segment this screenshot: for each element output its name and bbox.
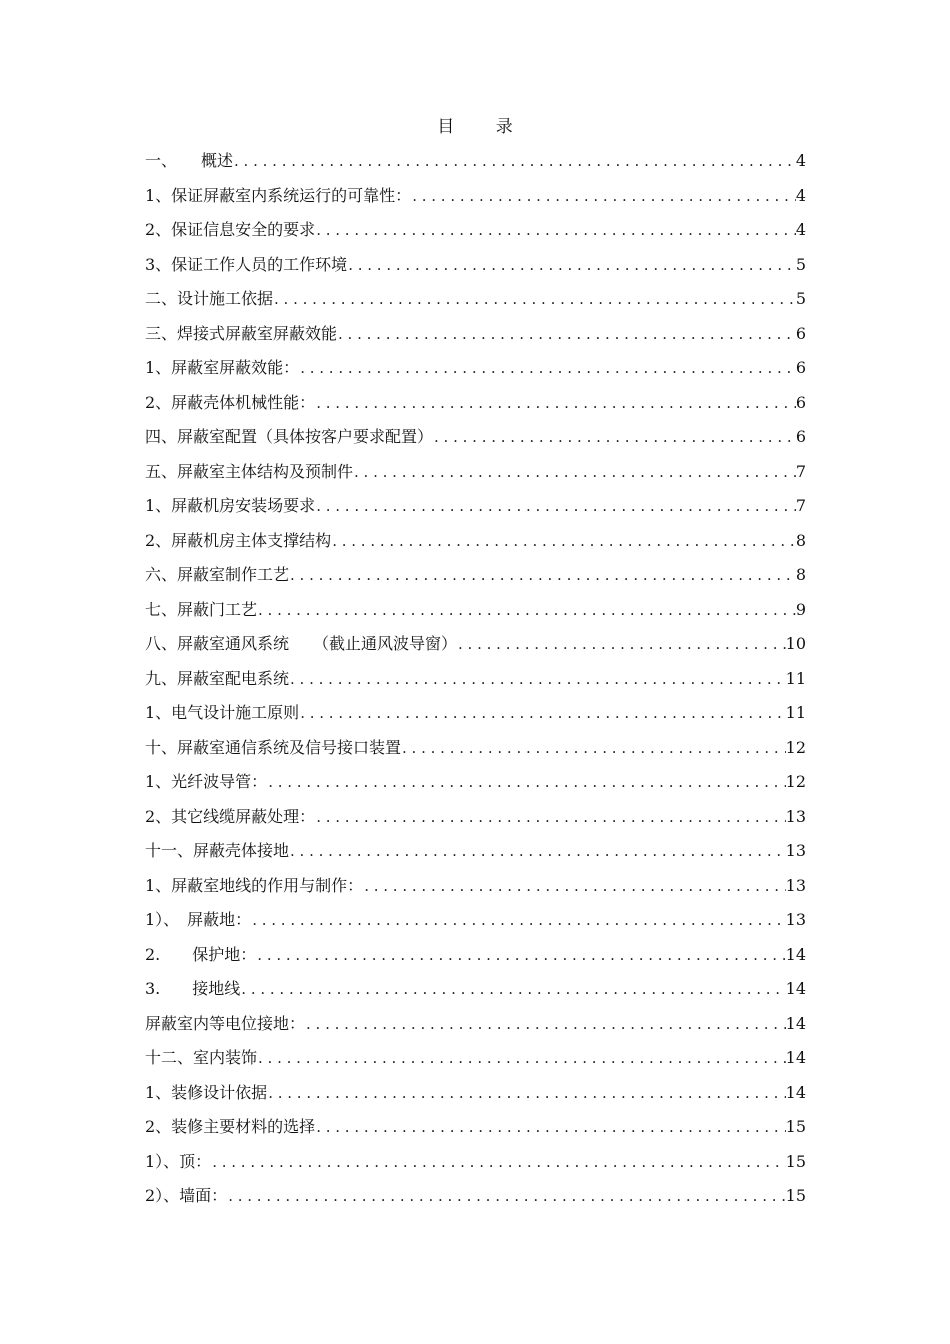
dot-leader — [315, 215, 796, 245]
dot-leader — [363, 871, 785, 901]
toc-entry-page-number: 13 — [785, 806, 806, 826]
toc-entry[interactable] — [145, 491, 806, 526]
toc-entry-label: 八、屏蔽室通风系统 （截止通风波导窗） — [145, 634, 458, 653]
dot-leader — [267, 767, 785, 797]
dot-leader — [353, 457, 796, 487]
dot-leader — [257, 1043, 786, 1073]
toc-entry[interactable] — [145, 457, 806, 492]
toc-entry[interactable] — [145, 181, 806, 216]
dot-leader — [289, 664, 786, 694]
dot-leader — [299, 698, 785, 728]
dot-leader — [315, 491, 796, 521]
toc-entry[interactable] — [145, 698, 806, 733]
dot-leader — [240, 974, 785, 1004]
dot-leader — [211, 1147, 785, 1177]
toc-entry-label: 3、保证工作人员的工作环境 — [145, 254, 348, 274]
toc-entry-page-number: 14 — [785, 1082, 806, 1102]
toc-entry[interactable] — [145, 871, 806, 906]
toc-entry-label: 1、屏蔽室屏蔽效能： — [145, 358, 300, 377]
toc-entry-label: 1）、顶： — [145, 1151, 212, 1171]
toc-entry-page-number: 8 — [795, 565, 806, 584]
toc-entry[interactable] — [145, 319, 806, 354]
toc-entry-page-number: 13 — [785, 841, 806, 860]
toc-entry[interactable] — [145, 1043, 806, 1078]
toc-entry-page-number: 5 — [795, 289, 806, 308]
toc-entry-page-number: 15 — [785, 1151, 806, 1171]
toc-entry[interactable] — [145, 974, 806, 1009]
dot-leader — [289, 836, 786, 866]
toc-entry-page-number: 6 — [795, 323, 806, 343]
dot-leader — [433, 422, 796, 452]
toc-entry-page-number: 15 — [785, 1186, 806, 1205]
toc-entry-page-number: 5 — [795, 254, 806, 274]
dot-leader — [273, 284, 796, 314]
toc-entry-label: 十一、屏蔽壳体接地 — [145, 841, 290, 860]
toc-entry[interactable] — [145, 526, 806, 561]
dot-leader — [257, 595, 796, 625]
toc-entry-label: 2、装修主要材料的选择 — [145, 1117, 316, 1136]
toc-entry[interactable] — [145, 250, 806, 285]
toc-entry[interactable] — [145, 905, 806, 940]
toc-entry-page-number: 12 — [785, 737, 806, 757]
toc-entry-label: 2、保证信息安全的要求 — [145, 220, 316, 239]
dot-leader — [251, 905, 785, 935]
toc-entry-label: 2）、墙面： — [145, 1186, 228, 1205]
toc-entry[interactable] — [145, 1078, 806, 1113]
toc-entry-page-number: 8 — [795, 530, 806, 550]
dot-leader — [457, 629, 786, 659]
toc-entry[interactable] — [145, 1147, 806, 1182]
dot-leader — [337, 319, 796, 349]
toc-entry-label: 1、屏蔽室地线的作用与制作： — [145, 875, 364, 895]
toc-entry-page-number: 14 — [785, 944, 806, 964]
toc-entry[interactable] — [145, 560, 806, 595]
toc-entry[interactable] — [145, 215, 806, 250]
toc-entry-label: 1）、 屏蔽地： — [145, 910, 252, 929]
toc-entry[interactable] — [145, 664, 806, 699]
toc-entry-page-number: 6 — [795, 427, 806, 446]
toc-entry-label: 2、其它线缆屏蔽处理： — [145, 806, 316, 826]
dot-leader — [256, 940, 785, 970]
toc-entry-label: 六、屏蔽室制作工艺 — [145, 565, 290, 584]
toc-entry-label: 1、光纤波导管： — [145, 772, 268, 791]
toc-entry-page-number: 14 — [785, 979, 806, 998]
toc-entry-page-number: 9 — [795, 599, 806, 619]
toc-entry-label: 2、屏蔽机房主体支撑结构 — [145, 530, 332, 550]
toc-entry[interactable] — [145, 629, 806, 664]
toc-entry-page-number: 4 — [795, 151, 806, 170]
dot-leader — [267, 1078, 785, 1108]
toc-entry-label: 二、设计施工依据 — [145, 289, 274, 308]
toc-entry-label: 1、装修设计依据 — [145, 1082, 268, 1102]
toc-entry[interactable] — [145, 422, 806, 457]
toc-entry-page-number: 4 — [795, 185, 806, 205]
toc-entry-label: 屏蔽室内等电位接地： — [145, 1013, 306, 1033]
toc-entry-page-number: 13 — [785, 910, 806, 929]
toc-entry-page-number: 12 — [785, 772, 806, 791]
toc-list — [145, 146, 806, 1216]
toc-entry[interactable] — [145, 836, 806, 871]
toc-entry-label: 一、 概述 — [145, 151, 234, 170]
toc-entry-label: 四、屏蔽室配置（具体按客户要求配置） — [145, 427, 434, 446]
toc-entry-label: 九、屏蔽室配电系统 — [145, 668, 290, 688]
toc-entry-page-number: 4 — [795, 220, 806, 239]
dot-leader — [331, 526, 796, 556]
toc-entry-label: 2、屏蔽壳体机械性能： — [145, 392, 316, 412]
toc-entry-label: 三、焊接式屏蔽室屏蔽效能 — [145, 323, 338, 343]
toc-entry[interactable] — [145, 353, 806, 388]
toc-entry-page-number: 6 — [795, 358, 806, 377]
dot-leader — [315, 802, 785, 832]
dot-leader — [299, 353, 796, 383]
dot-leader — [347, 250, 796, 280]
toc-entry-label: 3. 接地线 — [145, 979, 241, 998]
toc-entry-page-number: 14 — [785, 1013, 806, 1033]
dot-leader — [411, 181, 796, 211]
toc-entry[interactable] — [145, 1009, 806, 1044]
toc-entry[interactable] — [145, 146, 806, 181]
toc-entry[interactable] — [145, 940, 806, 975]
toc-entry-label: 十二、室内装饰 — [145, 1048, 258, 1067]
dot-leader — [233, 146, 796, 176]
toc-entry-page-number: 6 — [795, 392, 806, 412]
dot-leader — [305, 1009, 786, 1039]
toc-entry-label: 十、屏蔽室通信系统及信号接口装置 — [145, 737, 402, 757]
toc-entry-page-number: 11 — [785, 668, 806, 688]
toc-entry[interactable] — [145, 1112, 806, 1147]
toc-entry-page-number: 14 — [785, 1048, 806, 1067]
toc-entry[interactable] — [145, 767, 806, 802]
toc-entry-label: 1、电气设计施工原则 — [145, 703, 300, 722]
dot-leader — [289, 560, 796, 590]
toc-entry-label: 2. 保护地： — [145, 944, 257, 964]
dot-leader — [401, 733, 786, 763]
toc-entry-page-number: 7 — [795, 461, 806, 481]
toc-entry-page-number: 13 — [785, 875, 806, 895]
toc-entry[interactable] — [145, 284, 806, 319]
toc-entry-label: 1、保证屏蔽室内系统运行的可靠性： — [145, 185, 412, 205]
toc-entry-page-number: 7 — [795, 496, 806, 515]
dot-leader — [315, 388, 796, 418]
dot-leader — [227, 1181, 785, 1211]
toc-entry-page-number: 15 — [785, 1117, 806, 1136]
toc-entry[interactable] — [145, 802, 806, 837]
toc-title: 目 录 — [437, 117, 531, 137]
toc-entry-label: 1、屏蔽机房安装场要求 — [145, 496, 316, 515]
toc-entry[interactable] — [145, 388, 806, 423]
toc-entry[interactable] — [145, 1181, 806, 1216]
toc-entry-label: 五、屏蔽室主体结构及预制件 — [145, 461, 354, 481]
toc-entry[interactable] — [145, 733, 806, 768]
toc-entry-label: 七、屏蔽门工艺 — [145, 599, 258, 619]
dot-leader — [315, 1112, 785, 1142]
toc-entry-page-number: 10 — [785, 634, 806, 653]
toc-entry-page-number: 11 — [785, 703, 806, 722]
toc-entry[interactable] — [145, 595, 806, 630]
